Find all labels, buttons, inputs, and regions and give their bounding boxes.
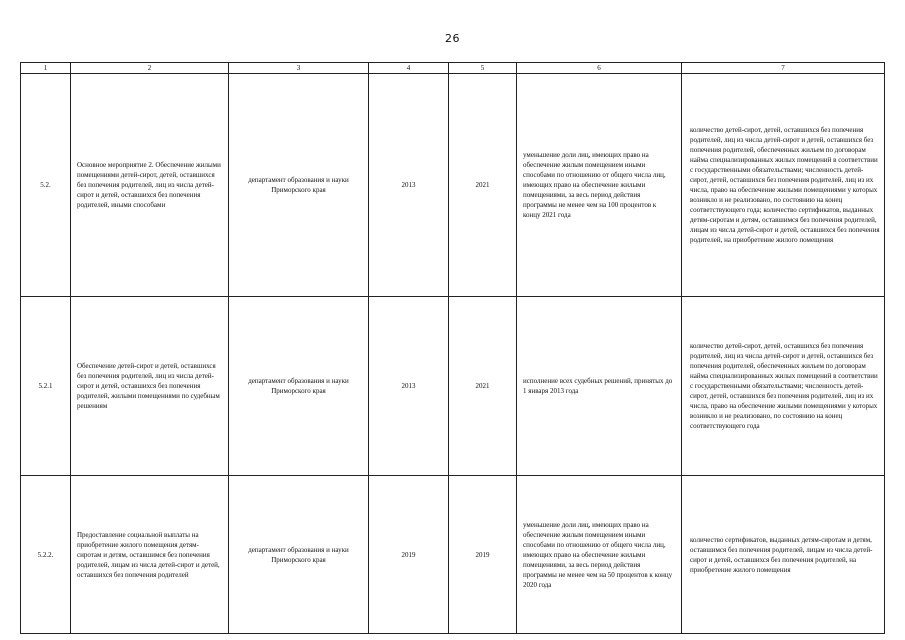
- row-number: 5.2.2.: [21, 476, 71, 634]
- page-number: 26: [445, 32, 460, 45]
- start-year: 2013: [369, 297, 449, 476]
- start-year: 2013: [369, 74, 449, 297]
- end-year: 2021: [449, 297, 517, 476]
- header-col-2: 2: [71, 63, 229, 74]
- end-year: 2021: [449, 74, 517, 297]
- table-row: [21, 476, 885, 634]
- measure-name: Основное мероприятие 2. Обеспечение жилыми помещениями детей-сирот, детей, оставшихся без попечения родителей, лиц из числа детей-сирот и детей, оставшихся без попечения родителей, иными способами: [71, 74, 229, 297]
- indicator: количество детей-сирот, детей, оставшихся без попечения родителей, лиц из числа детей-сирот и детей, оставшихся без попечения родителей, обеспеченных жильем по договорам найма специализированных жилых помещений в соответствии с государственными обязательствами; численность детей-сирот, детей, оставшихся без попечения родителей, лиц из их числа, право на обеспечение жилыми помещениями у которых возникло и не реализовано, по состоянию на конец соответствующего года: [682, 297, 885, 476]
- indicator: количество сертификатов, выданных детям-сиротам и детям, оставшимся без попечения родителей, лицам из числа детей-сирот и детей, оставшихся без попечения родителей, на приобретение жилого помещения: [682, 476, 885, 634]
- program-measures-table: [20, 62, 885, 634]
- executor: департамент образования и науки Приморского края: [229, 74, 369, 297]
- header-col-5: 5: [449, 63, 517, 74]
- header-col-3: 3: [229, 63, 369, 74]
- indicator: количество детей-сирот, детей, оставшихся без попечения родителей, лиц из числа детей-сирот и детей, оставшихся без попечения родителей, обеспеченных жильем по договорам найма специализированных жилых помещений в соответствии с государственными обязательствами; численность детей-сирот, детей, оставшихся без попечения родителей, лиц из их числа, право на обеспечение жилыми помещениями у которых возникло и не реализовано, по состоянию на конец соответствующего года; количество сертификатов, выданных детям-сиротам и детям, оставшимся без попечения родителей, лицам из числа детей-сирот и детей, оставшихся без попечения родителей, на приобретение жилого помещения: [682, 74, 885, 297]
- measure-name: Предоставление социальной выплаты на приобретение жилого помещения детям-сиротам и детям, оставшимся без попечения родителей, лицам из числа детей-сирот и детей, оставшихся без попечения родителей: [71, 476, 229, 634]
- start-year: 2019: [369, 476, 449, 634]
- measure-name: Обеспечение детей-сирот и детей, оставшихся без попечения родителей, лиц из числа детей-сирот и детей, оставшихся без попечения родителей, жилыми помещениями по судебным решениям: [71, 297, 229, 476]
- row-number: 5.2.: [21, 74, 71, 297]
- end-year: 2019: [449, 476, 517, 634]
- table-row: [21, 74, 885, 297]
- header-col-1: 1: [21, 63, 71, 74]
- row-number: 5.2.1: [21, 297, 71, 476]
- header-col-7: 7: [682, 63, 885, 74]
- header-col-6: 6: [517, 63, 682, 74]
- expected-result: исполнение всех судебных решений, принятых до 1 января 2013 года: [517, 297, 682, 476]
- table-row: [21, 297, 885, 476]
- expected-result: уменьшение доли лиц, имеющих право на обеспечение жилым помещением иными способами по отношению от общего числа лиц, имеющих право на обеспечение жилыми помещениями, за весь период действия программы не менее чем на 100 процентов к концу 2021 года: [517, 74, 682, 297]
- header-col-4: 4: [369, 63, 449, 74]
- table-header-row: [21, 63, 885, 74]
- executor: департамент образования и науки Приморского края: [229, 476, 369, 634]
- executor: департамент образования и науки Приморского края: [229, 297, 369, 476]
- expected-result: уменьшение доли лиц, имеющих право на обеспечение жилым помещением иными способами по отношению от общего числа лиц, имеющих право на обеспечение жилыми помещениями, за весь период действия программы не менее чем на 50 процентов к концу 2020 года: [517, 476, 682, 634]
